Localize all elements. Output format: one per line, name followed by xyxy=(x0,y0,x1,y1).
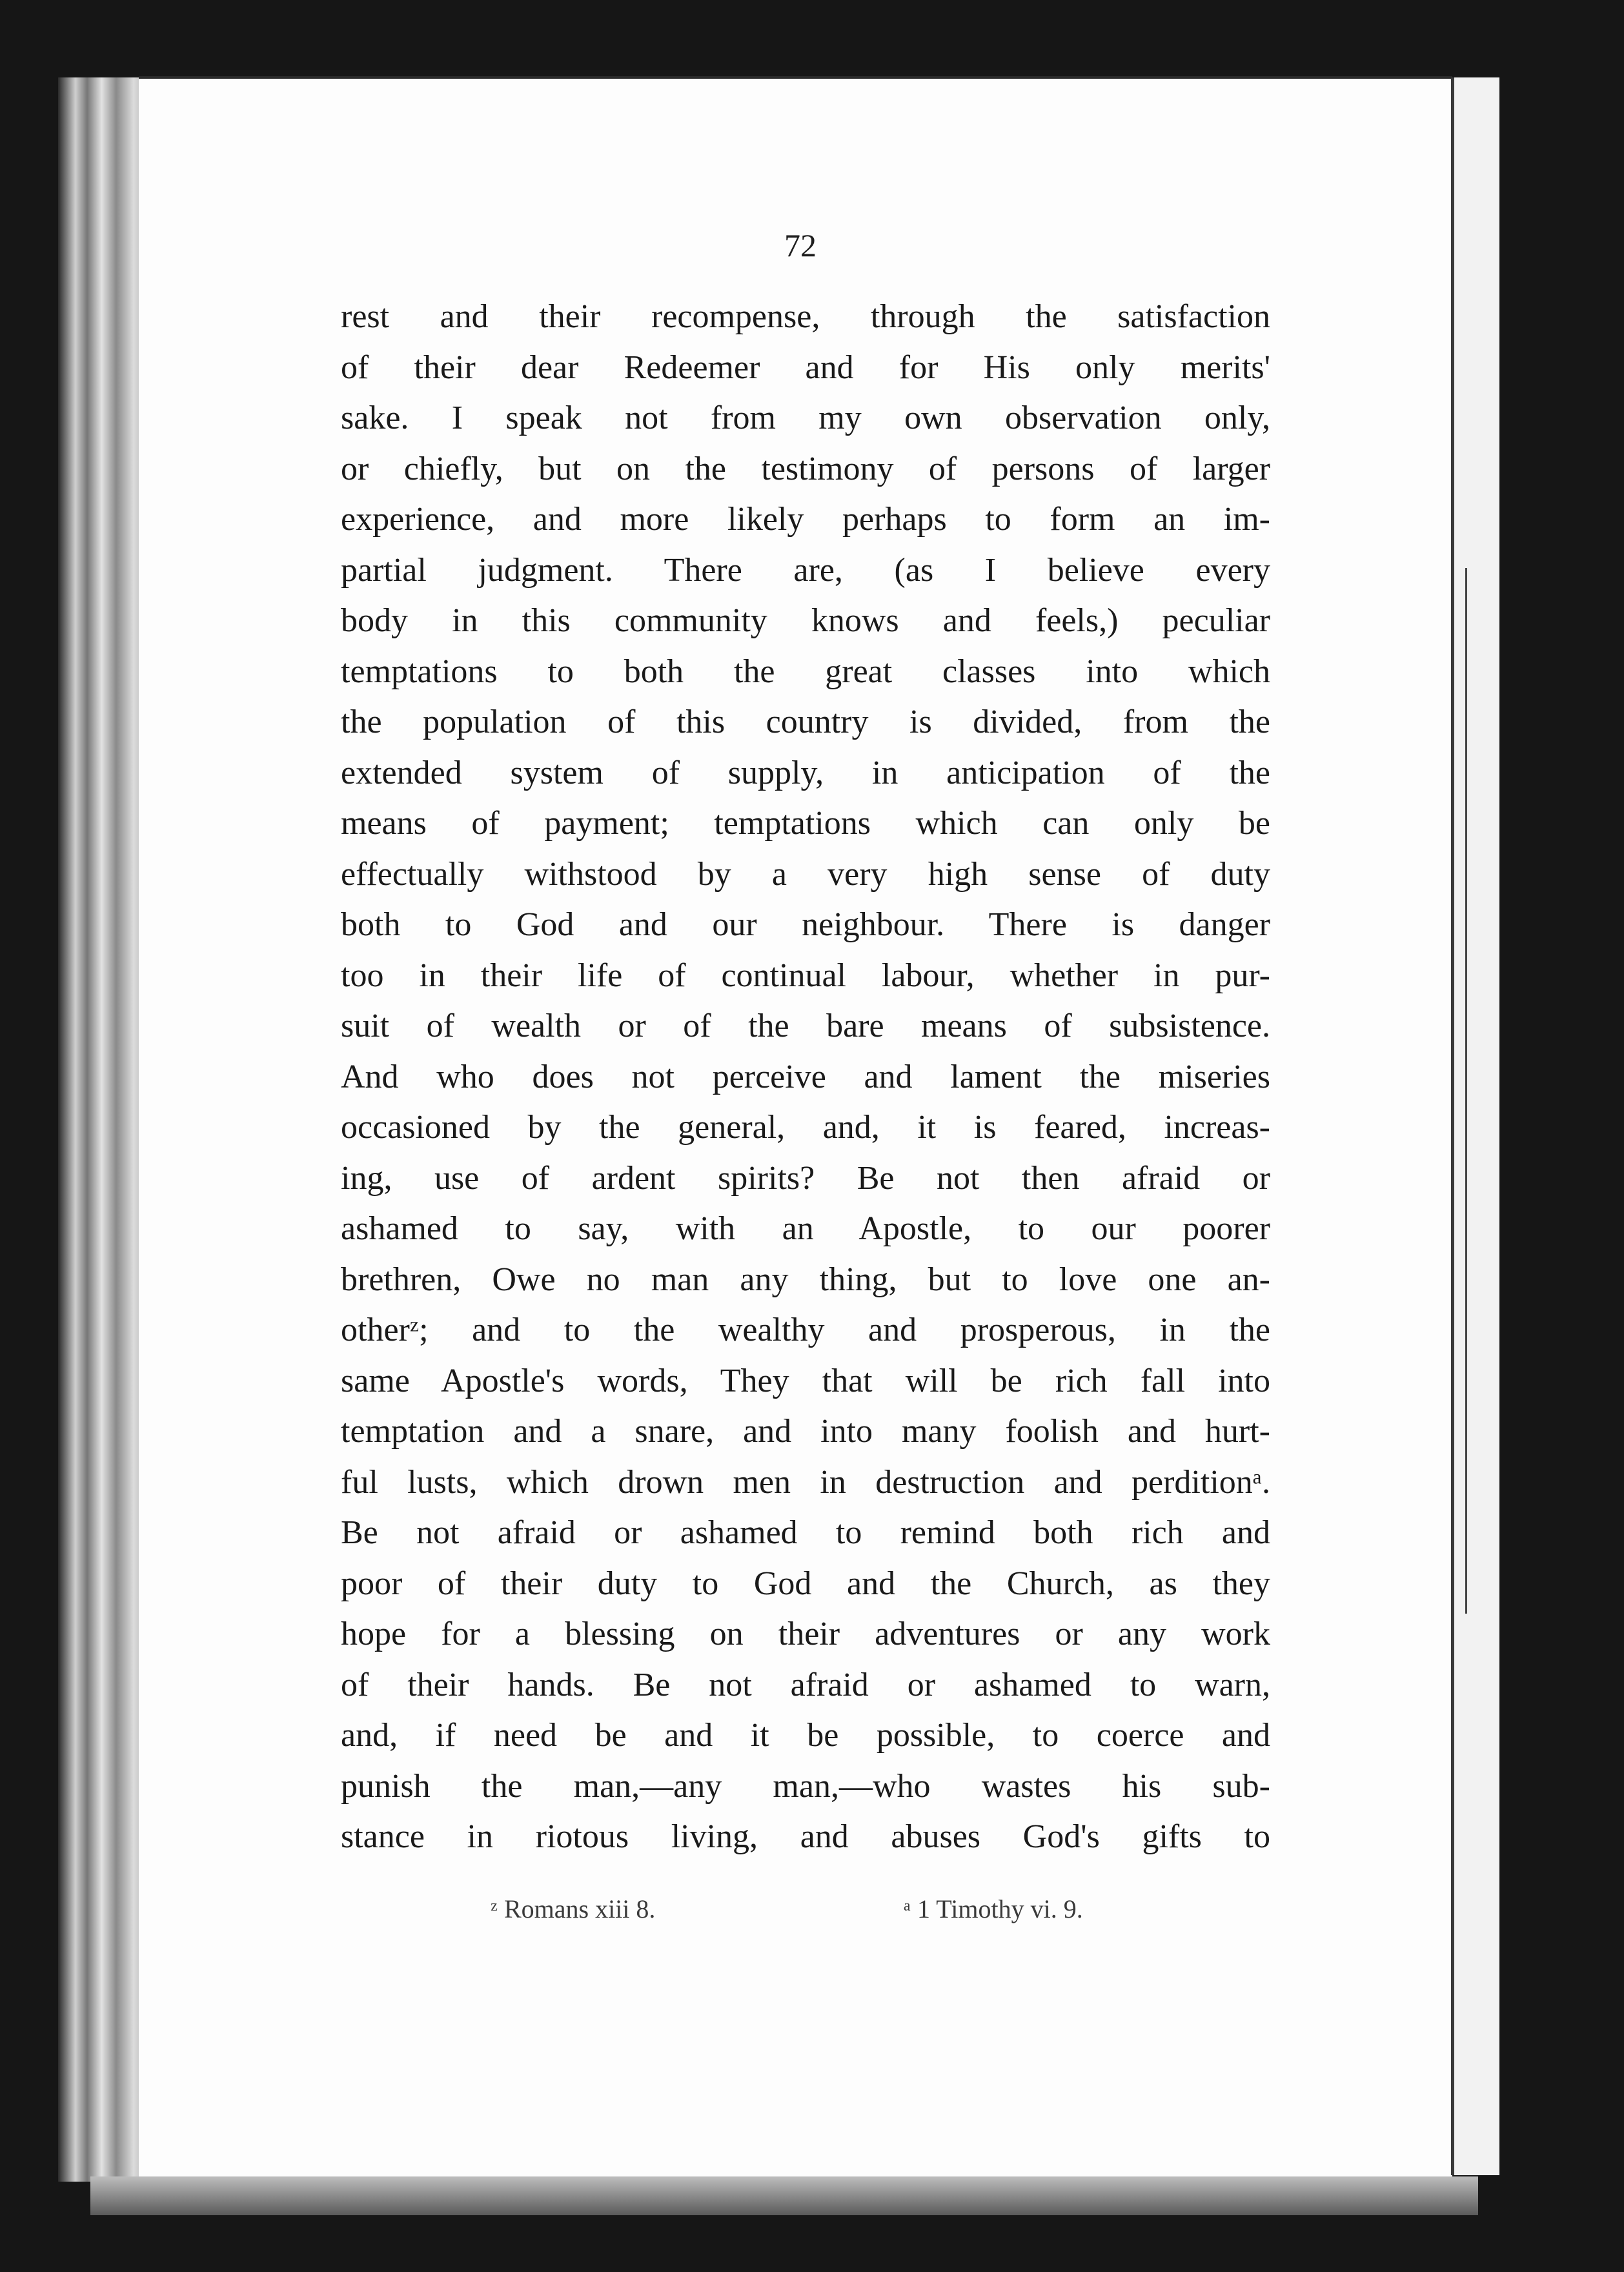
text-line: otherᶻ; and to the wealthy and prosperous, in the xyxy=(341,1312,1270,1348)
text-line: too in their life of continual labour, whether in pur- xyxy=(341,957,1270,994)
text-line: suit of wealth or of the bare means of subsistence. xyxy=(341,1008,1270,1044)
text-line: both to God and our neighbour. There is danger xyxy=(341,906,1270,943)
text-line: Be not afraid or ashamed to remind both rich and xyxy=(341,1514,1270,1551)
footnote-a: ᵃ 1 Timothy vi. 9. xyxy=(904,1894,1083,1923)
text-line: extended system of supply, in anticipation of the xyxy=(341,754,1270,791)
text-line: effectually withstood by a very high sense of duty xyxy=(341,855,1270,893)
text-line: means of payment; temptations which can only be xyxy=(341,805,1270,842)
page-body xyxy=(341,292,1270,1863)
text-line: poor of their duty to God and the Church, as they xyxy=(341,1565,1270,1602)
text-line: ful lusts, which drown men in destruction and perditionᵃ. xyxy=(341,1463,1270,1501)
text-line: And who does not perceive and lament the miseries xyxy=(341,1058,1270,1095)
text-line: same Apostle's words, They that will be rich fall into xyxy=(341,1362,1270,1399)
text-line: ashamed to say, with an Apostle, to our poorer xyxy=(341,1210,1270,1247)
facing-page-rule xyxy=(1465,568,1467,1614)
text-line: rest and their recompense, through the satisfaction xyxy=(341,298,1270,335)
text-line: punish the man,—any man,—who wastes his sub- xyxy=(341,1767,1270,1805)
text-line: stance in riotous living, and abuses God's gifts to xyxy=(341,1818,1270,1855)
text-line: sake. I speak not from my own observation only, xyxy=(341,400,1270,436)
text-line: partial judgment. There are, (as I believe every xyxy=(341,551,1270,589)
facing-page-edge xyxy=(1451,77,1499,2175)
text-line: of their hands. Be not afraid or ashamed to warn, xyxy=(341,1666,1270,1703)
text-line: brethren, Owe no man any thing, but to love one an- xyxy=(341,1261,1270,1298)
text-line: or chiefly, but on the testimony of persons of larger xyxy=(341,450,1270,487)
text-line: and, if need be and it be possible, to coerce and xyxy=(341,1717,1270,1754)
text-line: ing, use of ardent spirits? Be not then afraid or xyxy=(341,1159,1270,1197)
text-line: body in this community knows and feels,) peculiar xyxy=(341,602,1270,639)
text-line: temptations to both the great classes into which xyxy=(341,653,1270,690)
book-bottom-edge xyxy=(90,2176,1478,2215)
text-line: hope for a blessing on their adventures or any work xyxy=(341,1616,1270,1652)
text-line: of their dear Redeemer and for His only merits' xyxy=(341,349,1270,386)
page-number: 72 xyxy=(784,227,817,263)
text-line: experience, and more likely perhaps to form an im- xyxy=(341,501,1270,538)
text-line: the population of this country is divided, from the xyxy=(341,704,1270,740)
text-line: temptation and a snare, and into many foolish and hurt- xyxy=(341,1413,1270,1450)
footnotes xyxy=(491,1890,1239,1929)
footnote-z: ᶻ Romans xiii 8. xyxy=(491,1894,656,1923)
text-line: occasioned by the general, and, it is feared, increas- xyxy=(341,1109,1270,1146)
